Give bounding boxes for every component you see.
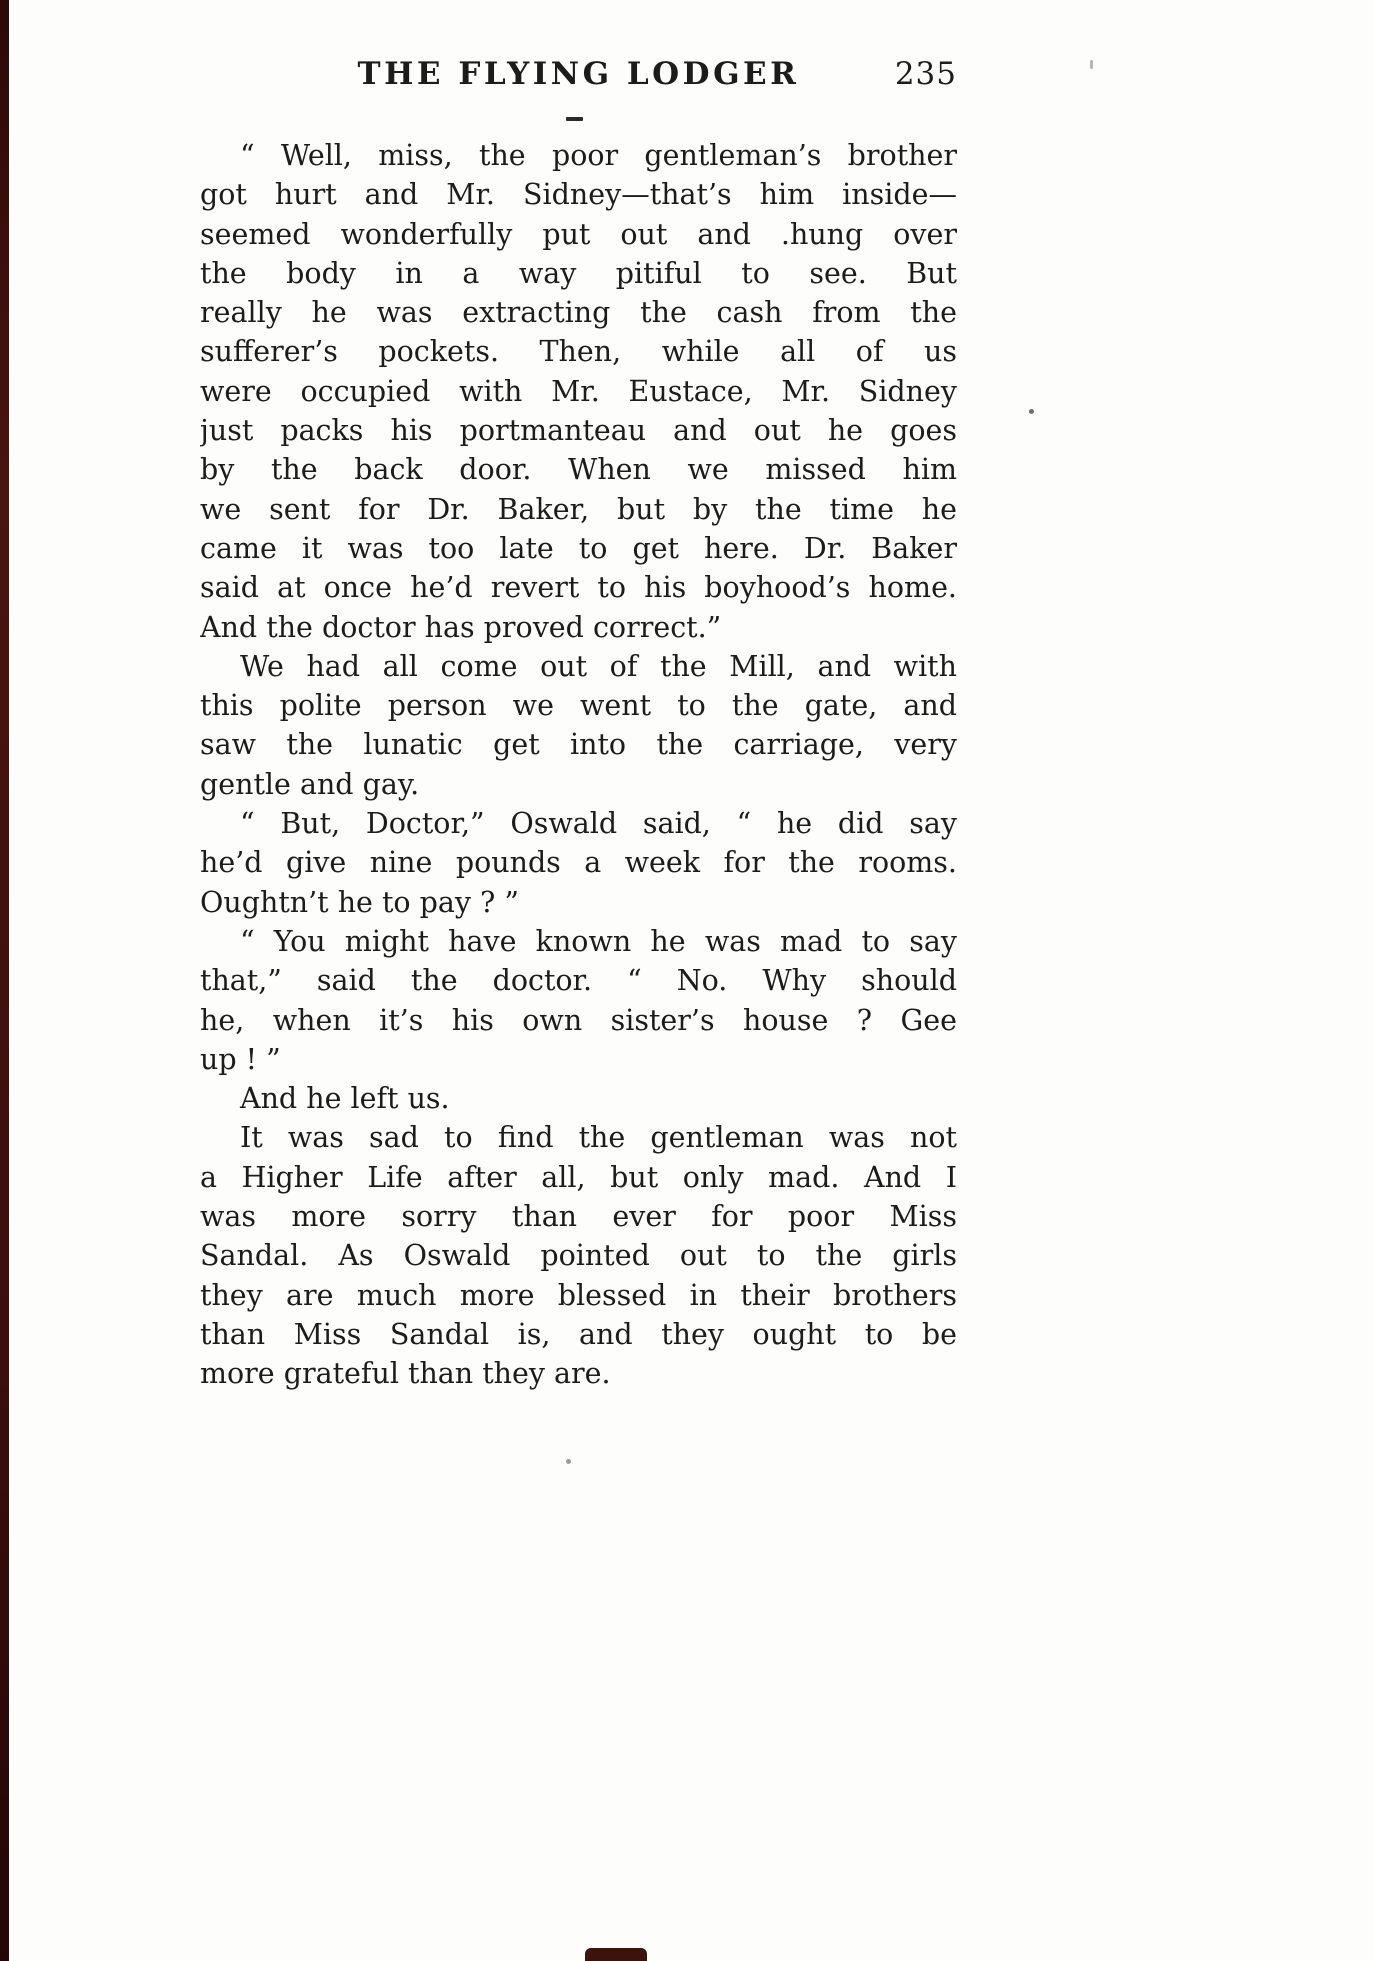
text-line: sufferer’s pockets. Then, while all of us bbox=[200, 335, 957, 369]
text-line: than Miss Sandal is, and they ought to be bbox=[200, 1317, 957, 1351]
text-line: “ You might have known he was mad to say bbox=[240, 924, 957, 958]
text-line: was more sorry than ever for poor Miss bbox=[200, 1200, 957, 1234]
scan-smudge-artifact bbox=[585, 1948, 647, 1961]
scan-speck bbox=[566, 1459, 571, 1464]
text-line: that,” said the doctor. “ No. Why should bbox=[200, 964, 957, 998]
text-line: really he was extracting the cash from the bbox=[200, 296, 957, 330]
text-line: gentle and gay. bbox=[200, 767, 420, 801]
text-line: by the back door. When we missed him bbox=[200, 453, 957, 487]
page-title: THE FLYING LODGER bbox=[357, 56, 800, 92]
text-line: And he left us. bbox=[240, 1082, 450, 1116]
text-line: he’d give nine pounds a week for the rooms. bbox=[200, 846, 957, 880]
text-line: they are much more blessed in their brothers bbox=[200, 1278, 957, 1312]
text-line: And the doctor has proved correct.” bbox=[200, 610, 722, 644]
text-line: saw the lunatic get into the carriage, very bbox=[200, 728, 957, 762]
text-line: seemed wonderfully put out and .hung over bbox=[200, 217, 957, 251]
header-dash-mark bbox=[566, 117, 583, 121]
text-line: said at once he’d revert to his boyhood’s home. bbox=[200, 571, 957, 605]
text-line: “ Well, miss, the poor gentleman’s brother bbox=[240, 139, 957, 172]
text-line: Oughtn’t he to pay ? ” bbox=[200, 885, 519, 919]
scan-edge-artifact bbox=[0, 0, 9, 1961]
paragraph bbox=[200, 1118, 957, 1393]
text-line: Sandal. As Oswald pointed out to the girls bbox=[200, 1239, 957, 1273]
body-text bbox=[200, 136, 957, 1394]
text-line: a Higher Life after all, but only mad. And I bbox=[200, 1160, 957, 1194]
text-line: just packs his portmanteau and out he goes bbox=[200, 414, 957, 448]
running-header bbox=[200, 56, 957, 96]
text-line: We had all come out of the Mill, and with bbox=[240, 649, 957, 683]
paragraph bbox=[200, 647, 957, 804]
paragraph bbox=[200, 136, 957, 647]
page-number: 235 bbox=[894, 56, 957, 92]
text-line: we sent for Dr. Baker, but by the time he bbox=[200, 492, 957, 526]
text-line: up ! ” bbox=[200, 1042, 281, 1076]
scan-speck bbox=[1090, 60, 1093, 69]
text-line: he, when it’s his own sister’s house ? Gee bbox=[200, 1003, 957, 1037]
text-line: came it was too late to get here. Dr. Baker bbox=[200, 531, 957, 565]
paragraph bbox=[200, 804, 957, 922]
text-line: more grateful than they are. bbox=[200, 1357, 611, 1391]
scan-speck bbox=[1029, 409, 1034, 414]
text-line: the body in a way pitiful to see. But bbox=[200, 256, 957, 290]
text-line: “ But, Doctor,” Oswald said, “ he did say bbox=[240, 807, 957, 841]
text-line: It was sad to find the gentleman was not bbox=[240, 1121, 957, 1155]
text-line: got hurt and Mr. Sidney—that’s him inside— bbox=[200, 178, 957, 212]
text-line: this polite person we went to the gate, and bbox=[200, 689, 957, 723]
paragraph bbox=[200, 922, 957, 1079]
text-line: were occupied with Mr. Eustace, Mr. Sidney bbox=[200, 374, 957, 408]
paragraph bbox=[200, 1079, 957, 1118]
